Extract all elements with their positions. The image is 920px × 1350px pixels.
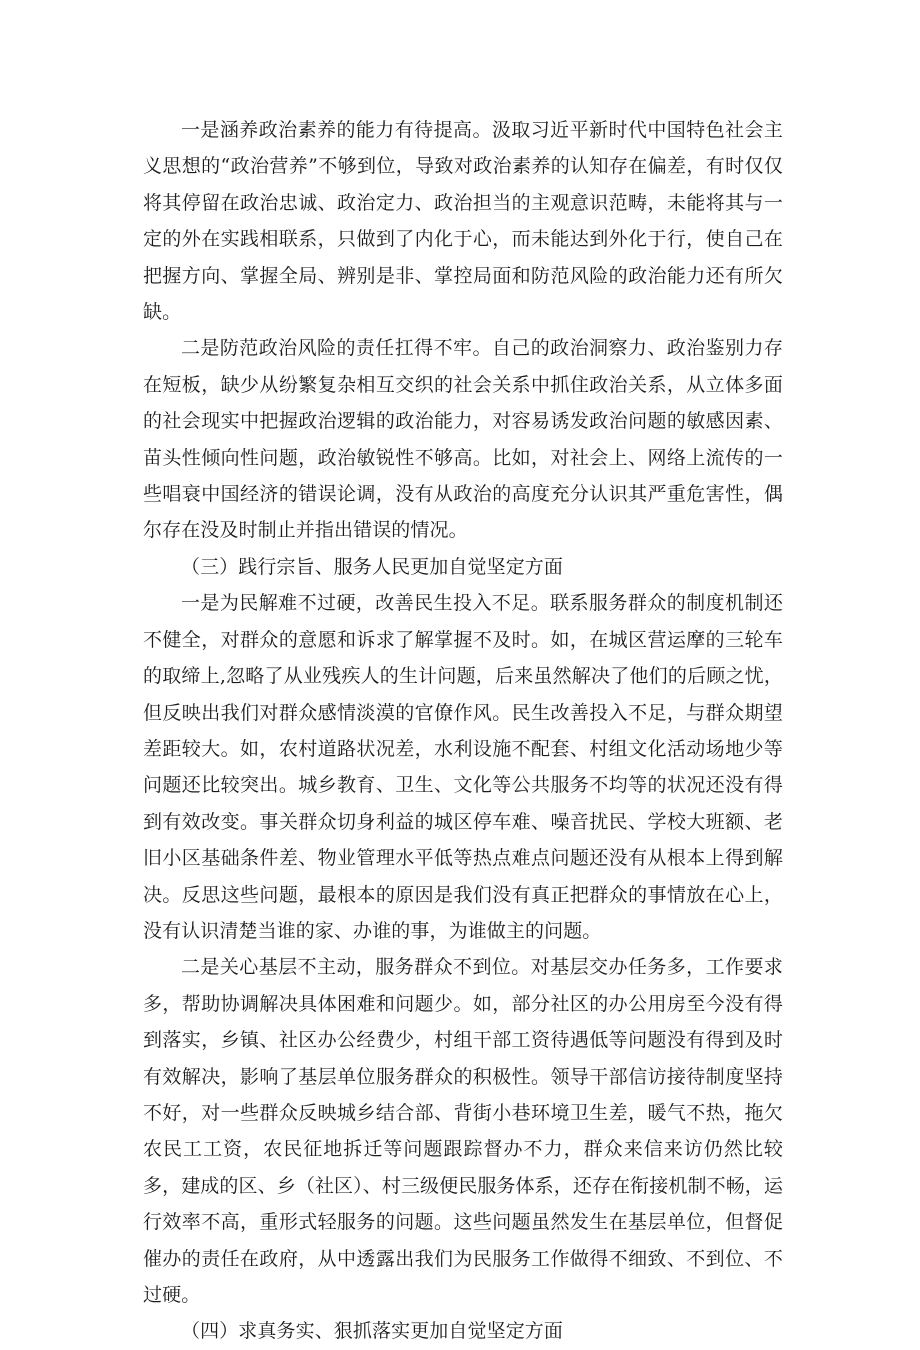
paragraph-political-literacy: 一是涵养政治素养的能力有待提高。汲取习近平新时代中国特色社会主义思想的“政治营养”不够到位，导致对政治素养的认知存在偏差，有时仅仅将其停留在政治忠诚、政治定力、政治担当的主观意识范畴，未能将其与一定的外在实践相联系，只做到了内化于心，而未能达到外化于行，使自己在把握方向、掌握全局、辨别是非、掌控局面和防范风险的政治能力还有所欠缺。 [143,119,783,324]
paragraph-grassroots-service: 二是关心基层不主动，服务群众不到位。对基层交办任务多，工作要求多，帮助协调解决具体困难和问题少。如，部分社区的办公用房至今没有得到落实，乡镇、社区办公经费少，村组干部工资待遇低等问题没有得到及时有效解决，影响了基层单位服务群众的积极性。领导干部信访接待制度坚持不好，对一些群众反映城乡结合部、背街小巷环境卫生差，暖气不热，拖欠农民工工资，农民征地拆迁等问题跟踪督办不力，群众来信来访仍然比较多，建成的区、乡（社区）、村三级便民服务体系，还存在衔接机制不畅，运行效率不高，重形式轻服务的问题。这些问题虽然发生在基层单位，但督促催办的责任在政府，从中透露出我们为民服务工作做得不细致、不到位、不过硬。 [143,956,783,1306]
paragraph-people-livelihood: 一是为民解难不过硬，改善民生投入不足。联系服务群众的制度机制还不健全，对群众的意愿和诉求了解掌握不及时。如，在城区营运摩的三轮车的取缔上,忽略了从业残疾人的生计问题，后来虽然解决了他们的后顾之忧，但反映出我们对群众感情淡漠的官僚作风。民生改善投入不足，与群众期望差距较大。如，农村道路状况差，水利设施不配套、村组文化活动场地少等问题还比较突出。城乡教育、卫生、文化等公共服务不均等的状况还没有得到有效改变。事关群众切身利益的城区停车难、噪音扰民、学校大班额、老旧小区基础条件差、物业管理水平低等热点难点问题还没有从根本上得到解决。反思这些问题，最根本的原因是我们没有真正把群众的事情放在心上，没有认识清楚当谁的家、办谁的事，为谁做主的问题。 [143,592,783,942]
section-heading-serve-people: （三）践行宗旨、服务人民更加自觉坚定方面 [181,555,564,578]
paragraph-political-risk: 二是防范政治风险的责任扛得不牢。自己的政治洞察力、政治鉴别力存在短板，缺少从纷繁复杂相互交织的社会关系中抓住政治关系，从立体多面的社会现实中把握政治逻辑的政治能力，对容易诱发政治问题的敏感因素、苗头性倾向性问题，政治敏锐性不够高。比如，对社会上、网络上流传的一些唱衰中国经济的错误论调，没有从政治的高度充分认识其严重危害性，偶尔存在没及时制止并指出错误的情况。 [143,337,783,542]
section-heading-practical-work: （四）求真务实、狠抓落实更加自觉坚定方面 [181,1320,564,1343]
document-body [143,112,783,1350]
